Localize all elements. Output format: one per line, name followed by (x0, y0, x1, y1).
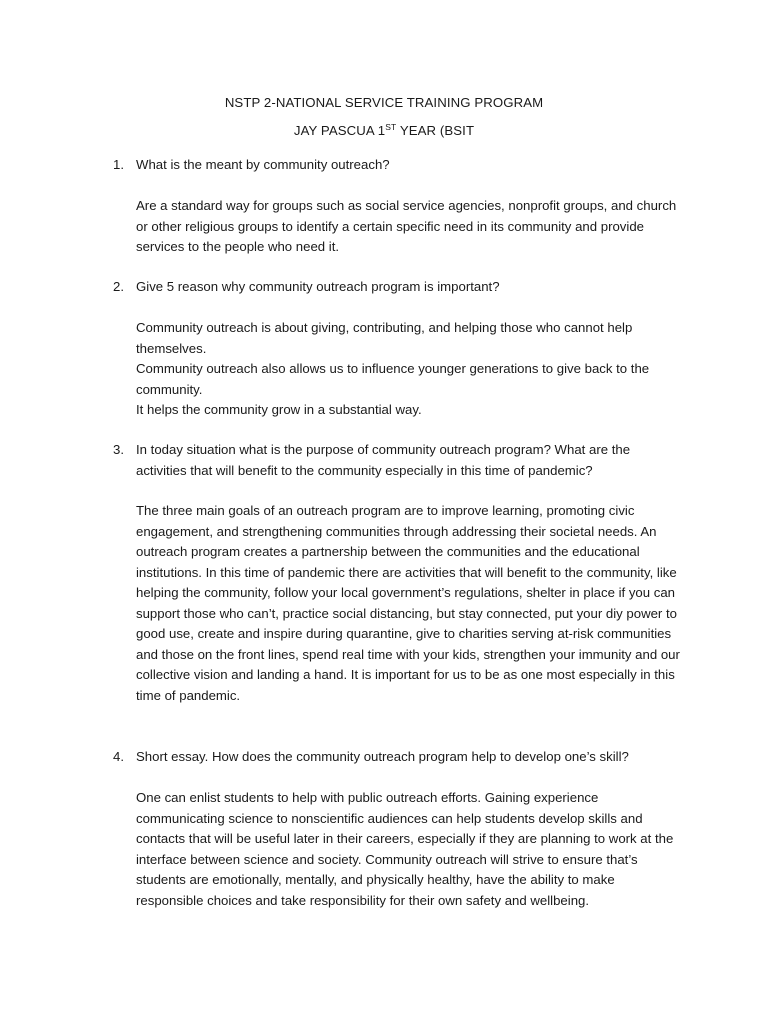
question-4 (113, 747, 673, 768)
answer-paragraph: One can enlist students to help with public outreach efforts. Gaining experience communicating science to nonscientific audiences can help students develop skills and contacts that will be useful later in their careers, especially if they are planning to work at the interface between science and society. Community outreach will strive to ensure that’s students are emotionally, mentally, and physically healthy, have the ability to make responsible choices and take responsibility for their own safety and wellbeing. (136, 790, 674, 908)
question-number: 4. (113, 749, 124, 764)
answer-paragraph: Community outreach is about giving, contributing, and helping those who cannot help themselves. (136, 320, 633, 356)
question-3 (113, 440, 673, 481)
question-2 (113, 277, 673, 298)
question-number: 1. (113, 157, 124, 172)
question-text: Short essay. How does the community outreach program help to develop one’s skill? (136, 749, 629, 764)
answer-4 (136, 788, 680, 911)
question-1 (113, 155, 673, 176)
answer-2 (136, 318, 680, 421)
author-name: JAY PASCUA 1 (293, 123, 386, 138)
document-title: NSTP 2-NATIONAL SERVICE TRAINING PROGRAM (224, 95, 544, 110)
answer-paragraph: Community outreach also allows us to influence younger generations to give back to the community. (136, 361, 650, 397)
answer-3 (136, 501, 680, 706)
question-number: 2. (113, 279, 124, 294)
question-number: 3. (113, 442, 124, 457)
question-text: Give 5 reason why community outreach program is important? (136, 279, 500, 294)
year-ordinal: ST (385, 122, 397, 132)
answer-paragraph: It helps the community grow in a substantial way. (136, 402, 422, 417)
answer-paragraph: Are a standard way for groups such as social service agencies, nonprofit groups, and church or other religious groups to identify a certain specific need in its community and provide services to the people who need it. (136, 198, 677, 254)
question-text: In today situation what is the purpose of community outreach program? What are the activities that will benefit to the community especially in this time of pandemic? (136, 442, 631, 478)
answer-1 (136, 196, 680, 258)
author-line (0, 123, 768, 139)
question-text: What is the meant by community outreach? (136, 157, 390, 172)
author-course: YEAR (BSIT (396, 123, 475, 138)
answer-paragraph: The three main goals of an outreach program are to improve learning, promoting civic engagement, and strengthening communities through addressing their societal needs. An outreach program creates a partnership between the communities and the educational institutions. In this time of pandemic there are activities that will benefit to the community, like helping the community, follow your local government’s regulations, shelter in place if you can support those who can’t, practice social distancing, but stay connected, put your diy power to good use, create and inspire during quarantine, give to charities serving at-risk communities and those on the front lines, spend real time with your kids, strengthen your immunity and our collective vision and landing a hand. It is important for us to be as one most especially in this time of pandemic. (136, 503, 680, 703)
